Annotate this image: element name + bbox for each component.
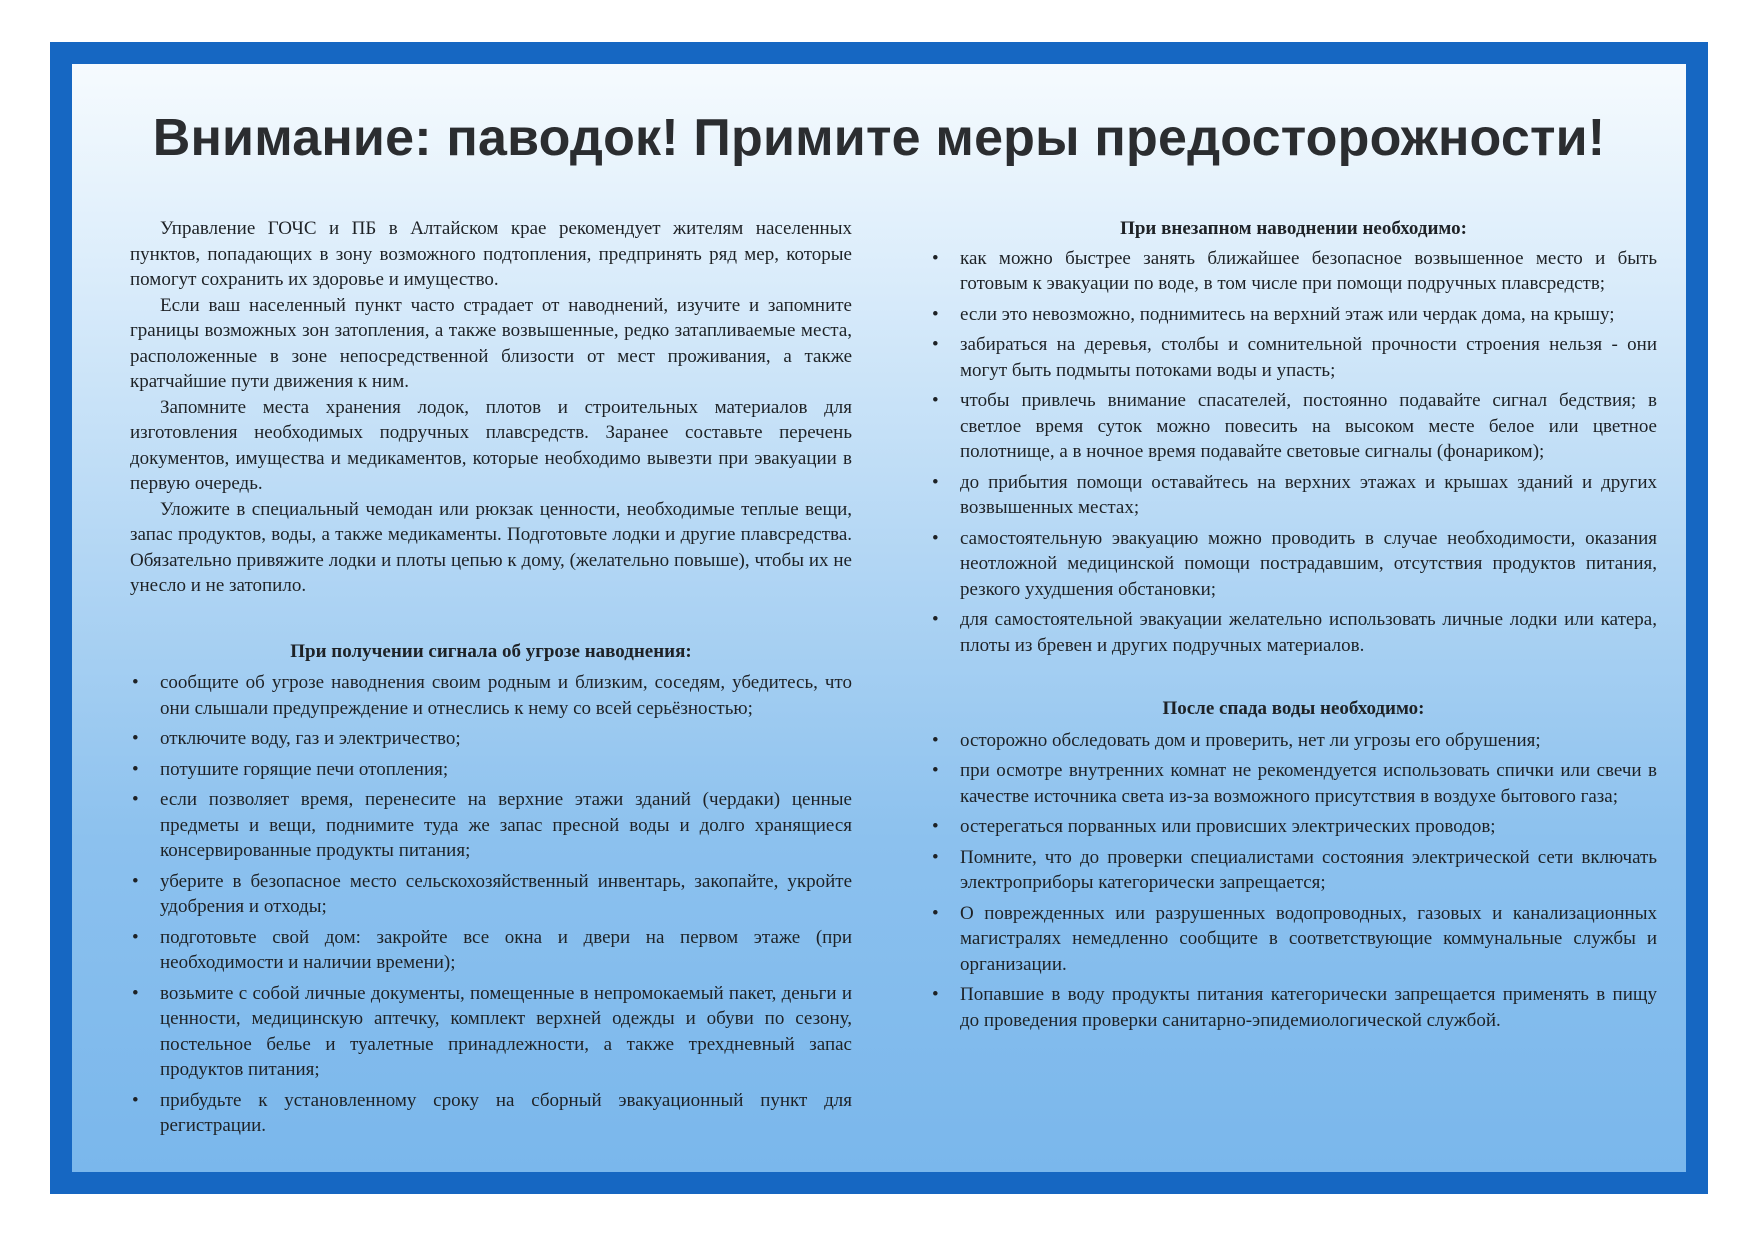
after-flood-heading: После спада воды необходимо: bbox=[1162, 698, 1425, 719]
bullet-icon: • bbox=[932, 729, 939, 751]
list-item: • для самостоятельной эвакуации желательно использовать личные лодки или катера, плоты из бревен и других подручных материалов. bbox=[932, 609, 1657, 656]
bullet-icon: • bbox=[932, 760, 939, 781]
bullet-icon: • bbox=[132, 870, 139, 892]
bullet-icon: • bbox=[932, 902, 939, 924]
list-item: • если позволяет время, перенесите на верхние этажи зданий (чердаки) ценные предметы и вещи, поднимите туда же запас пресной воды и долго хранящиеся консервированные продукты питания; bbox=[132, 789, 852, 861]
list-item: • прибудьте к установленному сроку на сборный эвакуационный пункт для регистрации. bbox=[132, 1089, 852, 1136]
list-item: • чтобы привлечь внимание спасателей, постоянно подавайте сигнал бедствия; в светлое время суток можно повесить на высоком месте белое или цветное полотнище, а в ночное время подавайте световые сигналы (фонариком); bbox=[932, 390, 1657, 462]
sudden-flood-heading: При внезапном наводнении необходимо: bbox=[1120, 218, 1467, 239]
list-item: • забираться на деревья, столбы и сомнительной прочности строения нельзя - они могут быть подмыты потоками воды и упасть; bbox=[932, 334, 1657, 381]
list-item: • отключите воду, газ и электричество; bbox=[130, 726, 852, 752]
list-item: • потушите горящие печи отопления; bbox=[130, 757, 852, 783]
bullet-icon: • bbox=[132, 758, 139, 780]
list-item: • О поврежденных или разрушенных водопроводных, газовых и канализационных магистралях немедленно сообщите в соответствующие коммунальные службы и организации. bbox=[932, 902, 1657, 975]
bullet-icon: • bbox=[932, 609, 939, 630]
bullet-icon: • bbox=[932, 390, 939, 411]
blue-border-frame bbox=[50, 42, 1708, 1194]
page-title: Внимание: паводок! Примите меры предосторожности! bbox=[152, 109, 1606, 167]
list-item: • Попавшие в воду продукты питания категорически запрещается применять в пищу до проведения проверки санитарно-эпидемиологической службой. bbox=[932, 984, 1657, 1031]
bullet-icon: • bbox=[132, 672, 139, 693]
bullet-icon: • bbox=[132, 789, 139, 810]
bullet-icon: • bbox=[132, 1089, 139, 1111]
intro-paragraph: Уложите в специальный чемодан или рюкзак ценности, необходимые теплые вещи, запас продуктов, воды, а также медикаменты. Подготовьте лодки и другие плавсредства. Обязательно привяжите лодки и плоты цепью к дому, (желательно повыше), чтобы их не унесло и не затопило. bbox=[130, 498, 852, 596]
list-item: • до прибытия помощи оставайтесь на верхних этажах и крышах зданий и других возвышенных местах; bbox=[932, 471, 1657, 518]
signal-list bbox=[130, 670, 852, 1139]
right-column bbox=[930, 216, 1657, 1038]
signal-heading: При получении сигнала об угрозе наводнения: bbox=[290, 640, 692, 662]
bullet-icon: • bbox=[132, 982, 139, 1004]
list-item: • если это невозможно, поднимитесь на верхний этаж или чердак дома, на крышу; bbox=[930, 302, 1657, 328]
list-item: • самостоятельную эвакуацию можно проводить в случае необходимости, оказания неотложной медицинской помощи пострадавшим, отсутствия продуктов питания, резкого ухудшения обстановки; bbox=[932, 527, 1657, 600]
list-item: • уберите в безопасное место сельскохозяйственный инвентарь, закопайте, укройте удобрения и отходы; bbox=[132, 870, 852, 917]
sudden-flood-list bbox=[930, 246, 1657, 659]
list-item: • остерегаться порванных или провисших электрических проводов; bbox=[930, 814, 1657, 840]
after-flood-list bbox=[930, 728, 1657, 1034]
bullet-icon: • bbox=[932, 334, 939, 355]
intro-paragraph: Запомните места хранения лодок, плотов и строительных материалов для изготовления необходимых подручных плавсредств. Заранее составьте перечень документов, имущества и медикаментов, которые необходимо вывезти при эвакуации в первую очередь. bbox=[130, 396, 852, 494]
bullet-icon: • bbox=[932, 984, 939, 1005]
intro-paragraph: Если ваш населенный пункт часто страдает от наводнений, изучите и запомните границы возможных зон затопления, а также возвышенные, редко затапливаемые места, расположенные в зоне непосредственной близости от мест проживания, а также кратчайшие пути движения к ним. bbox=[130, 294, 852, 392]
bullet-icon: • bbox=[932, 471, 939, 493]
left-column bbox=[130, 216, 852, 1144]
list-item: • сообщите об угрозе наводнения своим родным и близким, соседям, убедитесь, что они слышали предупреждение и отнеслись к нему со всей серьёзностью; bbox=[132, 672, 852, 719]
bullet-icon: • bbox=[932, 527, 939, 549]
list-item: • возьмите с собой личные документы, помещенные в непромокаемый пакет, деньги и ценности, медицинскую аптечку, комплект верхней одежды и обуви по сезону, постельное белье и туалетные принадлежности, а также трехдневный запас продуктов питания; bbox=[132, 982, 852, 1080]
bullet-icon: • bbox=[132, 728, 139, 749]
poster-panel bbox=[72, 64, 1686, 1172]
bullet-icon: • bbox=[932, 247, 939, 269]
bullet-icon: • bbox=[932, 846, 939, 868]
list-item: • как можно быстрее занять ближайшее безопасное возвышенное место и быть готовым к эвакуации по воде, в том числе при помощи подручных плавсредств; bbox=[932, 247, 1657, 294]
bullet-icon: • bbox=[132, 926, 139, 948]
list-item: • осторожно обследовать дом и проверить, нет ли угрозы его обрушения; bbox=[930, 728, 1657, 754]
bullet-icon: • bbox=[932, 303, 939, 325]
list-item: • подготовьте свой дом: закройте все окна и двери на первом этаже (при необходимости и наличии времени); bbox=[132, 926, 852, 973]
bullet-icon: • bbox=[932, 816, 939, 837]
list-item: • при осмотре внутренних комнат не рекомендуется использовать спички или свечи в качестве источника света из-за возможного присутствия в воздухе бытового газа; bbox=[932, 760, 1657, 807]
list-item: • Помните, что до проверки специалистами состояния электрической сети включать электроприборы категорически запрещается; bbox=[932, 846, 1657, 893]
intro-paragraph: Управление ГОЧС и ПБ в Алтайском крае рекомендует жителям населенных пунктов, попадающих в зону возможного подтопления, предпринять ряд мер, которые помогут сохранить их здоровье и имущество. bbox=[130, 218, 852, 290]
